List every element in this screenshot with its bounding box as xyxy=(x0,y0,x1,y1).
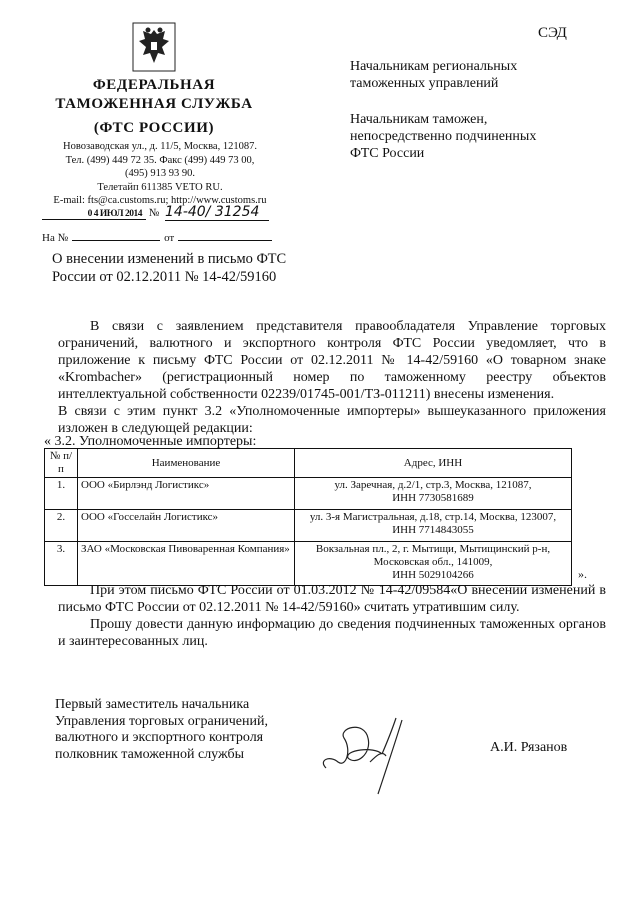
table-row: 1. ООО «Бирлэнд Логистикс» ул. Заречная, д.2/1, стр.3, Москва, 121087, ИНН 7730581689 xyxy=(45,478,572,510)
registration-line: 0 4 ИЮЛ 2014 № 14-40/ 31254 xyxy=(42,204,272,221)
table-row: 2. ООО «Госселайн Логистикс» ул. 3-я Магистральная, д.18, стр.14, Москва, 123007, ИНН 7714843055 xyxy=(45,510,572,542)
registration-date: 0 4 ИЮЛ 2014 xyxy=(42,209,146,220)
table-row: 3. ЗАО «Московская Пивоваренная Компания» Вокзальная пл., 2, г. Мытищи, Мытищинский р-н, Московская обл., 141009, ИНН 5029104266 xyxy=(45,542,572,586)
addressee-1: Начальникам региональных таможенных управлений xyxy=(350,59,518,91)
paragraph-1: В связи с заявлением представителя правообладателя Управление торговых ограничений, валютного и экспортного контроля ФТС России уведомляет, что в приложение к письму ФТС России от 02.12.2011 № 14-42/59160 «О товарном знаке «Krombacher» (регистрационный номер по таможенному реестру объектов интеллектуальной собственности 02239/01745-001/ТЗ-011211) внесены изменения. xyxy=(58,319,606,402)
importers-table xyxy=(44,448,572,586)
signatory-position: Первый заместитель начальника Управления торговых ограничений, валютного и экспортного контроля полковник таможенной службы xyxy=(55,697,268,762)
signer-name: А.И. Рязанов xyxy=(490,740,568,755)
paragraph-2: В связи с этим пункт 3.2 «Уполномоченные импортеры» вышеуказанного приложения изложен в следующей редакции: xyxy=(58,404,606,436)
body-paragraphs-2 xyxy=(58,582,606,650)
sed-mark: СЭД xyxy=(538,25,567,41)
table-header-row: № п/п Наименование Адрес, ИНН xyxy=(45,449,572,478)
coat-of-arms-icon xyxy=(132,22,176,72)
reply-date-blank xyxy=(178,230,272,241)
body-paragraphs-1 xyxy=(58,318,606,437)
handwritten-signature-icon xyxy=(316,710,446,800)
letter-subject: О внесении изменений в письмо ФТС России от 02.12.2011 № 14-42/59160 xyxy=(52,251,287,285)
addressee-2: Начальникам таможен, непосредственно подчиненных ФТС России xyxy=(350,112,537,161)
reply-reference-line: На № от xyxy=(42,230,272,244)
reply-number-blank xyxy=(72,230,160,241)
paragraph-4: Прошу довести данную информацию до сведения подчиненных таможенных органов и заинтересованных лиц. xyxy=(58,617,606,649)
registration-number: 14-40/ 31254 xyxy=(165,204,269,221)
organization-name: ФЕДЕРАЛЬНАЯ ТАМОЖЕННАЯ СЛУЖБА (ФТС РОССИИ) xyxy=(55,77,253,136)
closing-quote: ». xyxy=(578,567,587,581)
contact-info: Новозаводская ул., д. 11/5, Москва, 121087. Тел. (499) 449 72 35. Факс (499) 449 73 00, (495) 913 93 90. Телетайп 611385 VETO RU. E-mail: fts@ca.customs.ru; http://www.customs.ru xyxy=(53,141,267,206)
table-label: « 3.2. Уполномоченные импортеры: xyxy=(44,434,257,449)
paragraph-3: При этом письмо ФТС России от 01.03.2012 № 14-42/09584«О внесении изменений в письмо ФТС России от 02.12.2011 № 14-42/59160» считать утратившим силу. xyxy=(58,583,606,615)
